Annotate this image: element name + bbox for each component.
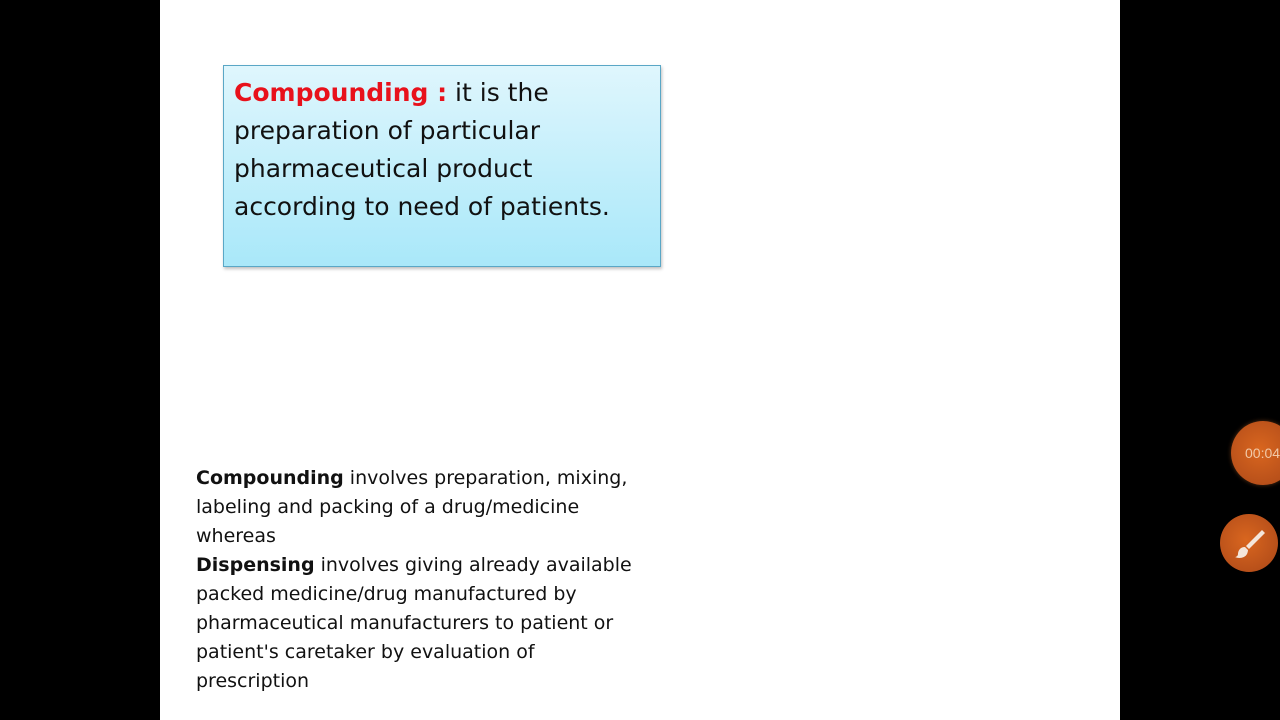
compounding-term: Compounding [196,467,344,489]
definition-box [223,65,661,267]
definition-text: it is the preparation of particular pharmaceutical product according to need of patients. [234,78,610,221]
presentation-slide [160,0,1120,720]
compounding-description: involves preparation, mixing, labeling and packing of a drug/medicine whereas [196,467,628,547]
recording-timer-button[interactable] [1231,421,1280,485]
definition-term: Compounding : [234,78,448,107]
dispensing-description: involves giving already available packed medicine/drug manufactured by pharmaceutical manufacturers to patient or patient's caretaker by evaluation of prescription [196,554,632,692]
dispensing-term: Dispensing [196,554,315,576]
notes-text [196,464,646,696]
recording-timer-text: 00:04 [1245,445,1280,461]
brush-tool-button[interactable] [1220,514,1278,572]
